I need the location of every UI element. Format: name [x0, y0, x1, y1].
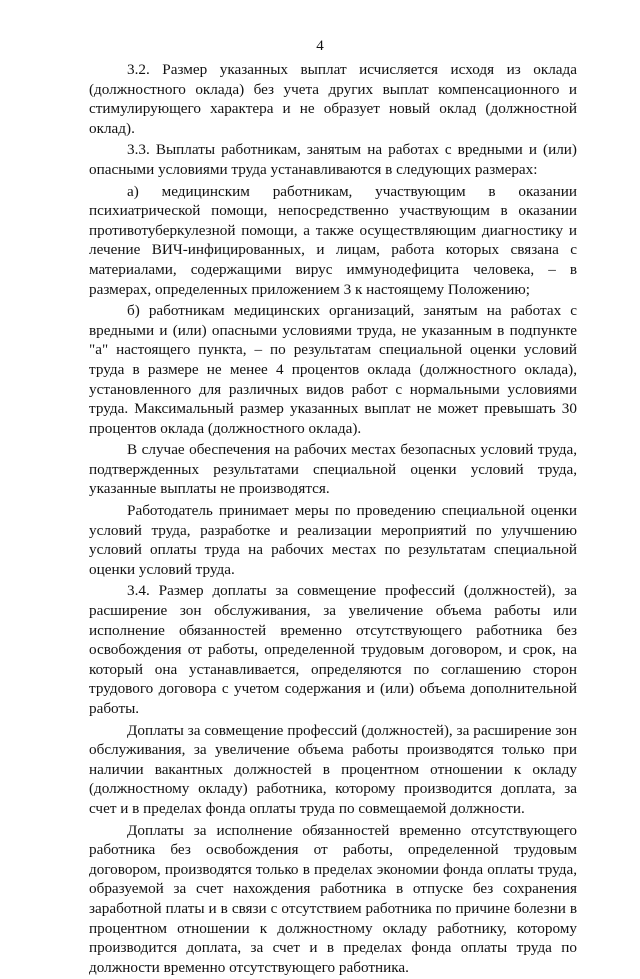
- paragraph-3-3-b: б) работникам медицинских организаций, занятым на работах с вредными и (или) опасными условиями труда, не указанным в подпункте "а" настоящего пункта, – по результатам специальной оценки условий труда в размере не менее 4 процентов оклада (должностного оклада), установленного для различных видов работ с нормальными условиями труда. Максимальный размер указанных выплат не может превышать 30 процентов оклада (должностного оклада).: [89, 302, 577, 437]
- paragraph-3-4: 3.4. Размер доплаты за совмещение профессий (должностей), за расширение зон обслуживания, за увеличение объема работы или исполнение обязанностей временно отсутствующего работника без освобождения от работы, определенной трудовым договором, и срок, на который она устанавливается, определяются по соглашению сторон трудового договора с учетом содержания и (или) объема дополнительной работы.: [89, 582, 577, 717]
- paragraph-combination-payments: Доплаты за совмещение профессий (должностей), за расширение зон обслуживания, за увеличение объема работы производятся только при наличии вакантных должностей в процентном отношении к окладу (должностному окладу) работника, которому производится доплата, за счет и в пределах фонда оплаты труда по совмещаемой должности.: [89, 721, 577, 817]
- document-body: [89, 60, 577, 979]
- paragraph-3-3-a: а) медицинским работникам, участвующим в оказании психиатрической помощи, непосредственно участвующим в оказании противотуберкулезной помощи, а также осуществляющим диагностику и лечение ВИЧ-инфицированных, и лицам, работа которых связана с материалами, содержащими вирус иммунодефицита человека, – в размерах, определенных приложением 3 к настоящему Положению;: [89, 182, 577, 298]
- paragraph-absent-worker-payments: Доплаты за исполнение обязанностей временно отсутствующего работника без освобождения от работы, определенной трудовым договором, производятся только в пределах экономии фонда оплаты труда, образуемой за счет нахождения работника в отпуске без сохранения заработной платы и в связи с отсутствием работника по причине болезни в процентном отношении к должностному окладу работнику, которому производится доплата, за счет и в пределах фонда оплаты труда по должности временно отсутствующего работника.: [89, 821, 577, 976]
- paragraph-3-3: 3.3. Выплаты работникам, занятым на работах с вредными и (или) опасными условиями труда устанавливаются в следующих размерах:: [89, 141, 577, 178]
- paragraph-3-2: 3.2. Размер указанных выплат исчисляется исходя из оклада (должностного оклада) без учета других выплат компенсационного и стимулирующего характера и не образует новый оклад (должностной оклад).: [89, 61, 577, 137]
- paragraph-safe-conditions: В случае обеспечения на рабочих местах безопасных условий труда, подтвержденных результатами специальной оценки условий труда, указанные выплаты не производятся.: [89, 441, 577, 498]
- paragraph-employer-measures: Работодатель принимает меры по проведению специальной оценки условий труда, разработке и реализации мероприятий по улучшению условий оплаты труда на рабочих местах по результатам специальной оценки условий труда.: [89, 502, 577, 578]
- page-number: 4: [316, 38, 324, 54]
